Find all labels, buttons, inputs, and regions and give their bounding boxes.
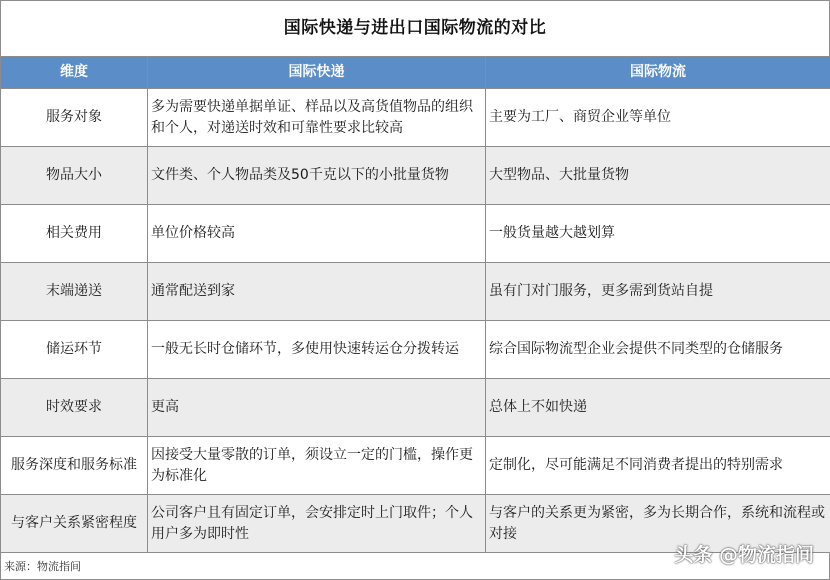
express-cell: 单位价格较高 [148,205,486,263]
table-row [1,147,830,205]
row-dimension: 服务对象 [1,89,148,147]
express-cell: 通常配送到家 [148,263,486,321]
logistics-cell: 大型物品、大批量货物 [486,147,830,205]
express-cell: 公司客户且有固定订单，会安排定时上门取件；个人用户多为即时性 [148,495,486,553]
row-dimension: 与客户关系紧密程度 [1,495,148,553]
column-header-dimension: 维度 [1,57,148,89]
row-dimension: 末端递送 [1,263,148,321]
express-cell: 一般无长时仓储环节，多使用快速转运仓分拨转运 [148,321,486,379]
source-note: 来源：物流指间 [4,560,81,573]
row-dimension: 相关费用 [1,205,148,263]
watermark: 头条 @物流指间 [674,544,814,566]
column-header-express: 国际快递 [148,57,486,89]
row-dimension: 物品大小 [1,147,148,205]
logistics-cell: 主要为工厂、商贸企业等单位 [486,89,830,147]
comparison-table [0,56,830,553]
logistics-cell: 虽有门对门服务，更多需到货站自提 [486,263,830,321]
express-cell: 因接受大量零散的订单，须设立一定的门槛，操作更为标准化 [148,437,486,495]
logistics-cell: 总体上不如快递 [486,379,830,437]
page-title: 国际快递与进出口国际物流的对比 [283,18,547,38]
express-cell: 多为需要快递单据单证、样品以及高货值物品的组织和个人，对递送时效和可靠性要求比较高 [148,89,486,147]
row-dimension: 服务深度和服务标准 [1,437,148,495]
logistics-cell: 定制化，尽可能满足不同消费者提出的特别需求 [486,437,830,495]
column-header-logistics: 国际物流 [486,57,830,89]
table-row [1,205,830,263]
table-row [1,89,830,147]
table-row [1,437,830,495]
logistics-cell: 综合国际物流型企业会提供不同类型的仓储服务 [486,321,830,379]
express-cell: 更高 [148,379,486,437]
table-row [1,321,830,379]
logistics-cell: 与客户的关系更为紧密，多为长期合作，系统和流程或对接 [486,495,830,553]
table-row [1,379,830,437]
table-header-row [1,57,830,89]
row-dimension: 时效要求 [1,379,148,437]
logistics-cell: 一般货量越大越划算 [486,205,830,263]
row-dimension: 储运环节 [1,321,148,379]
express-cell: 文件类、个人物品类及50千克以下的小批量货物 [148,147,486,205]
table-row [1,263,830,321]
